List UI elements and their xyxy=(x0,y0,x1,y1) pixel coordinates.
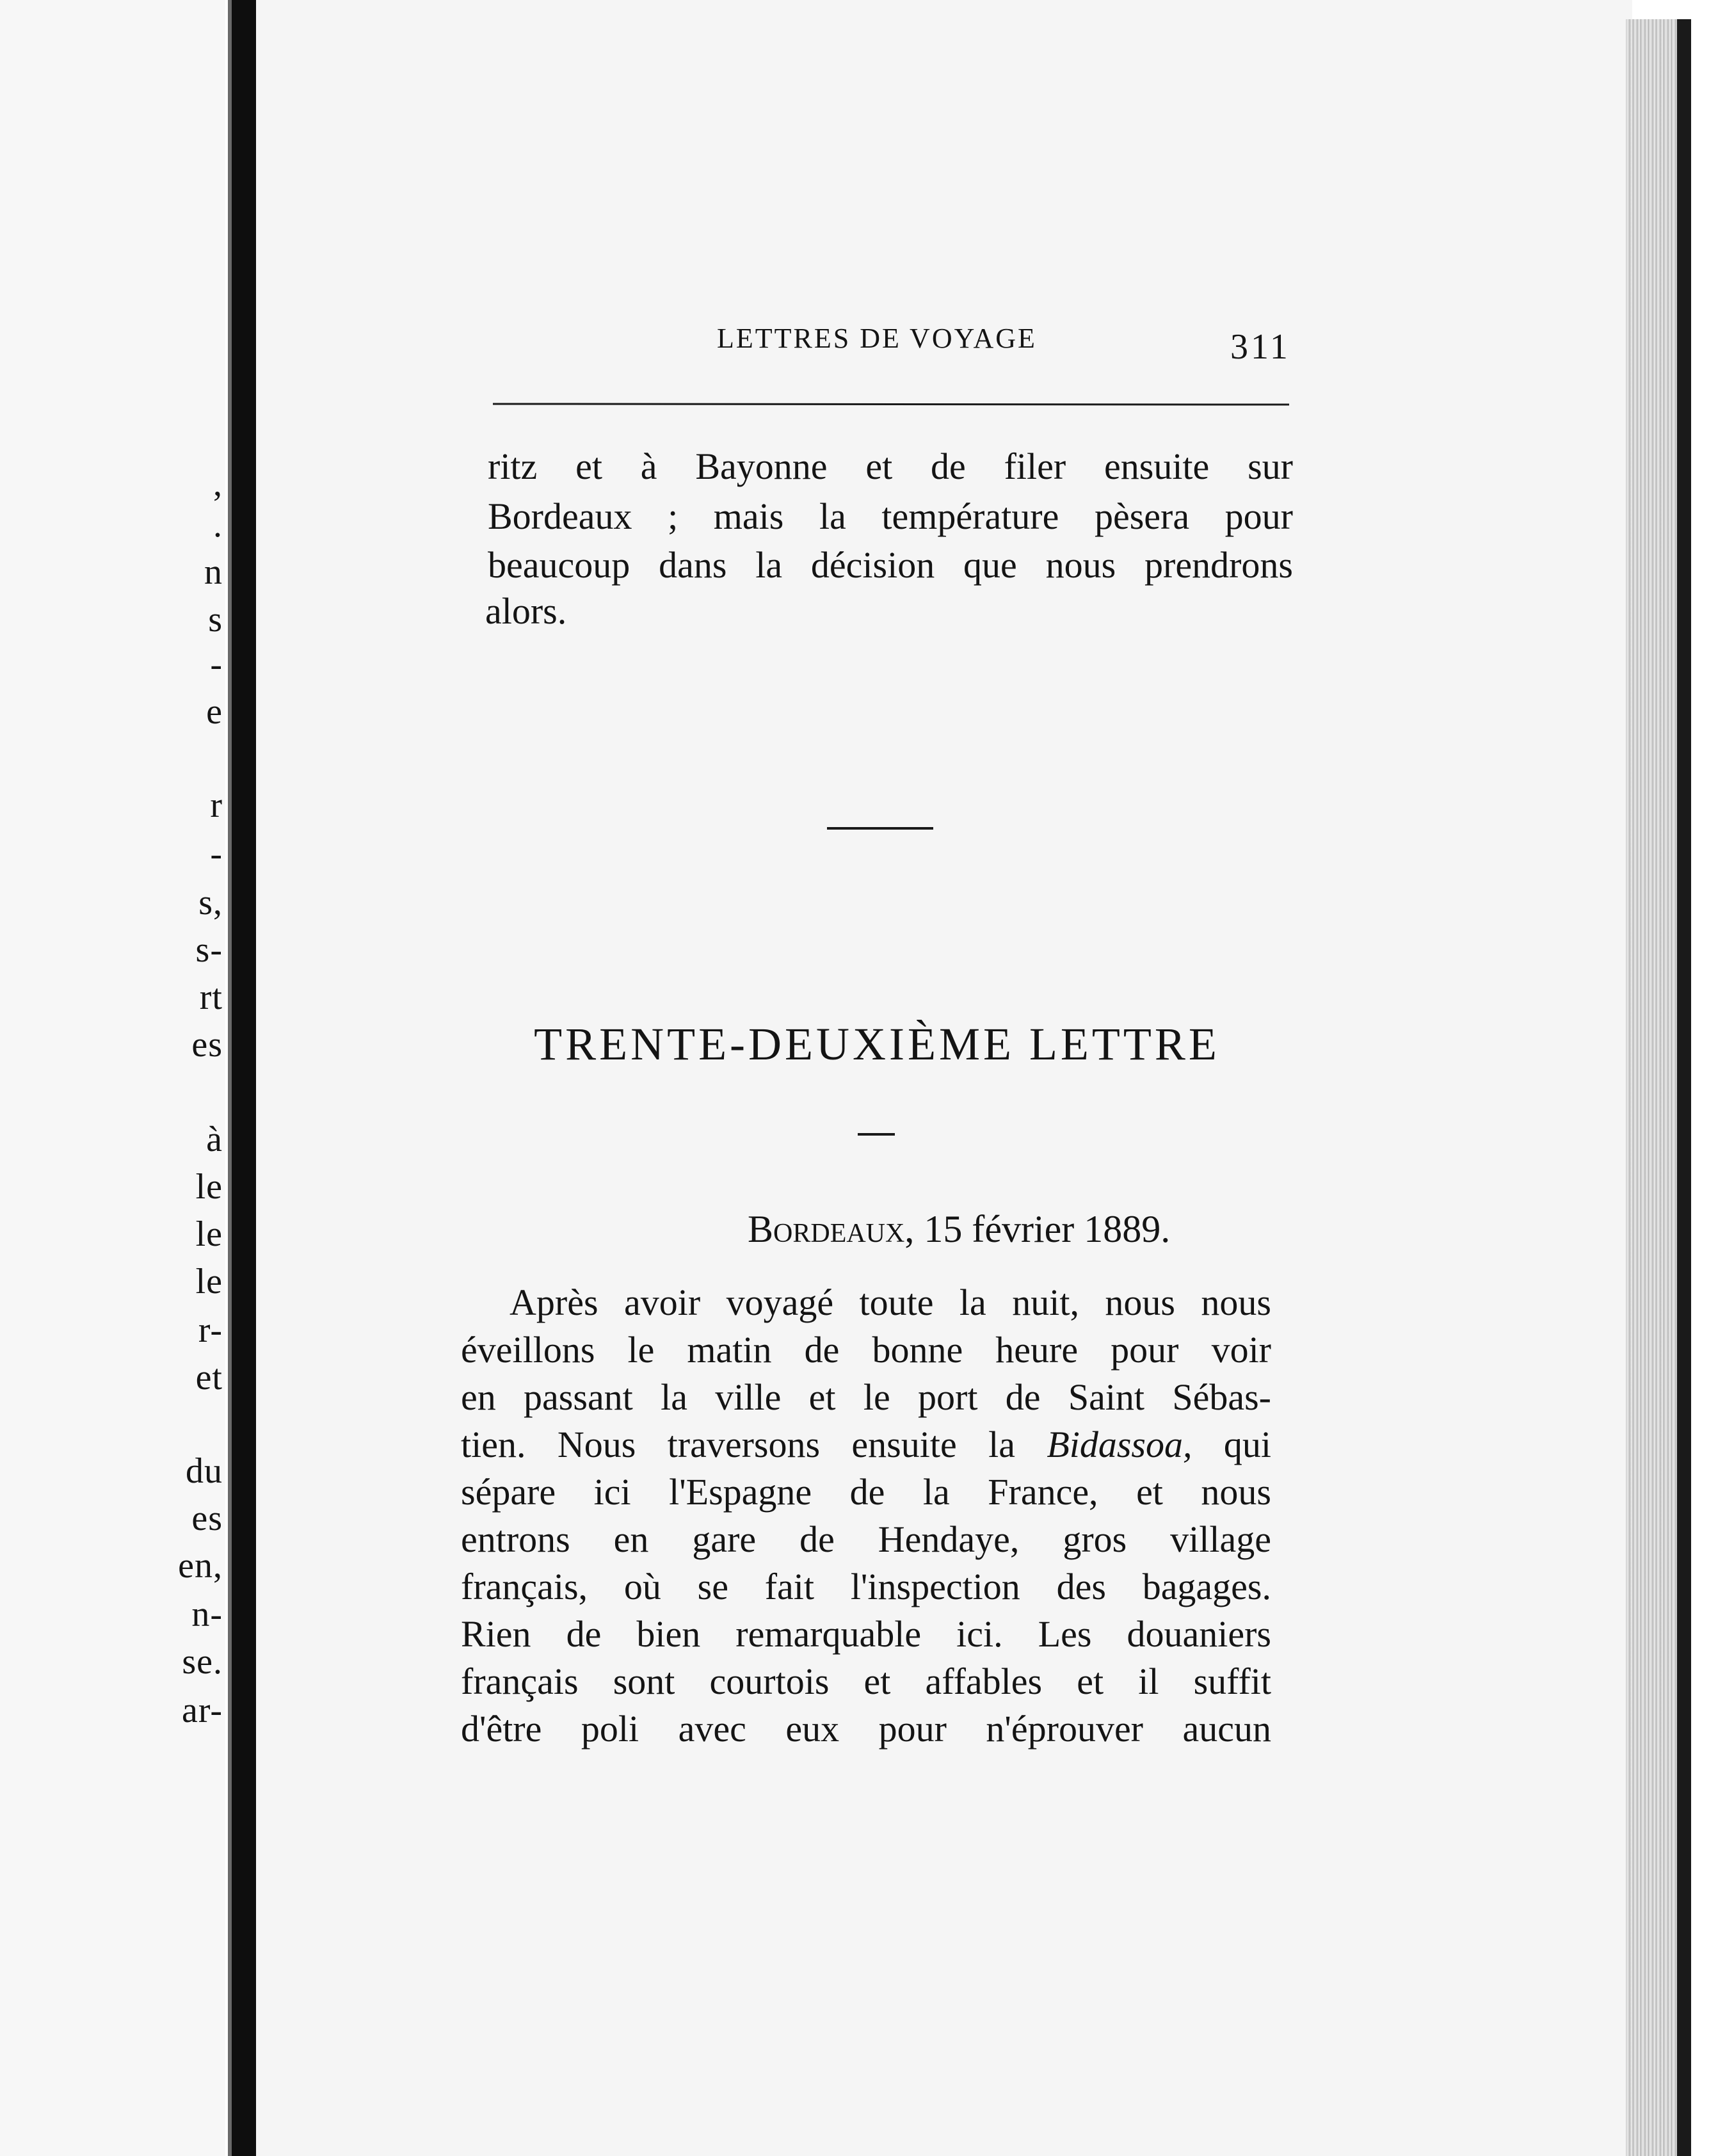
letter-body xyxy=(461,1279,1271,1753)
fragment-line: en, xyxy=(178,1546,223,1586)
body-text-segment: qui xyxy=(1223,1424,1271,1465)
section-separator xyxy=(827,827,933,830)
fragment-line: s, xyxy=(198,883,223,922)
dateline-place: Bordeaux, xyxy=(748,1208,915,1250)
running-head: LETTRES DE VOYAGE xyxy=(717,323,1037,354)
page-number: 311 xyxy=(1230,327,1290,367)
body-line: français sont courtois et affables et il suffit xyxy=(461,1661,1271,1702)
body-line: sépare ici l'Espagne de la France, et nous xyxy=(461,1471,1271,1513)
previous-page-text-fragments xyxy=(0,0,225,2156)
fragment-line: du xyxy=(186,1451,223,1491)
scan-background xyxy=(1691,0,1718,2156)
fragment-line: r xyxy=(210,785,223,825)
place-name-italic: Bidassoa, xyxy=(1047,1424,1192,1465)
fragment-line: le xyxy=(195,1214,223,1254)
continuation-line: Bordeaux ; mais la température pèsera pour xyxy=(488,495,1293,537)
dateline xyxy=(748,1207,1170,1251)
fragment-line: es xyxy=(191,1499,223,1538)
fragment-line: - xyxy=(210,645,223,684)
fragment-line: . xyxy=(213,505,223,545)
fragment-line: le xyxy=(195,1262,223,1301)
continuation-line: ritz et à Bayonne et de filer ensuite sur xyxy=(488,446,1293,487)
fragment-line: et xyxy=(195,1358,223,1397)
previous-page xyxy=(0,0,225,2156)
fragment-line: rt xyxy=(199,977,223,1017)
continuation-line: beaucoup dans la décision que nous prendrons xyxy=(488,544,1293,586)
page-edges-shadow xyxy=(1677,19,1691,2156)
fragment-line: à xyxy=(206,1120,223,1159)
fragment-line: e xyxy=(206,692,223,732)
fragment-line: n- xyxy=(191,1595,223,1634)
body-line: en passant la ville et le port de Saint Sébas- xyxy=(461,1376,1271,1418)
fragment-line: le xyxy=(195,1167,223,1207)
dateline-date: 15 février 1889. xyxy=(924,1208,1171,1250)
body-line: Après avoir voyagé toute la nuit, nous nous xyxy=(510,1282,1271,1323)
fragment-line: r- xyxy=(198,1310,223,1350)
chapter-title: TRENTE-DEUXIÈME LETTRE xyxy=(534,1018,1220,1070)
body-line: français, où se fait l'inspection des bagages. xyxy=(461,1566,1271,1607)
body-text-segment: tien. Nous traversons ensuite la xyxy=(461,1424,1015,1465)
body-line xyxy=(461,1421,1271,1468)
fragment-line: - xyxy=(210,834,223,874)
fragment-line: se. xyxy=(182,1642,223,1682)
body-line: Rien de bien remarquable ici. Les douaniers xyxy=(461,1613,1271,1655)
fragment-line: ar- xyxy=(181,1691,223,1730)
fragment-line: n xyxy=(204,552,223,592)
body-line: entrons en gare de Hendaye, gros village xyxy=(461,1518,1271,1560)
body-line: éveillons le matin de bonne heure pour voir xyxy=(461,1329,1271,1371)
continuation-line: alors. xyxy=(485,590,567,632)
body-line: d'être poli avec eux pour n'éprouver aucun xyxy=(461,1708,1271,1750)
book-spine xyxy=(232,0,256,2156)
fragment-line: s xyxy=(208,600,223,640)
title-dash xyxy=(858,1133,895,1136)
fragment-line: es xyxy=(191,1025,223,1065)
fragment-line: s- xyxy=(195,930,223,970)
fragment-line: , xyxy=(213,464,223,504)
